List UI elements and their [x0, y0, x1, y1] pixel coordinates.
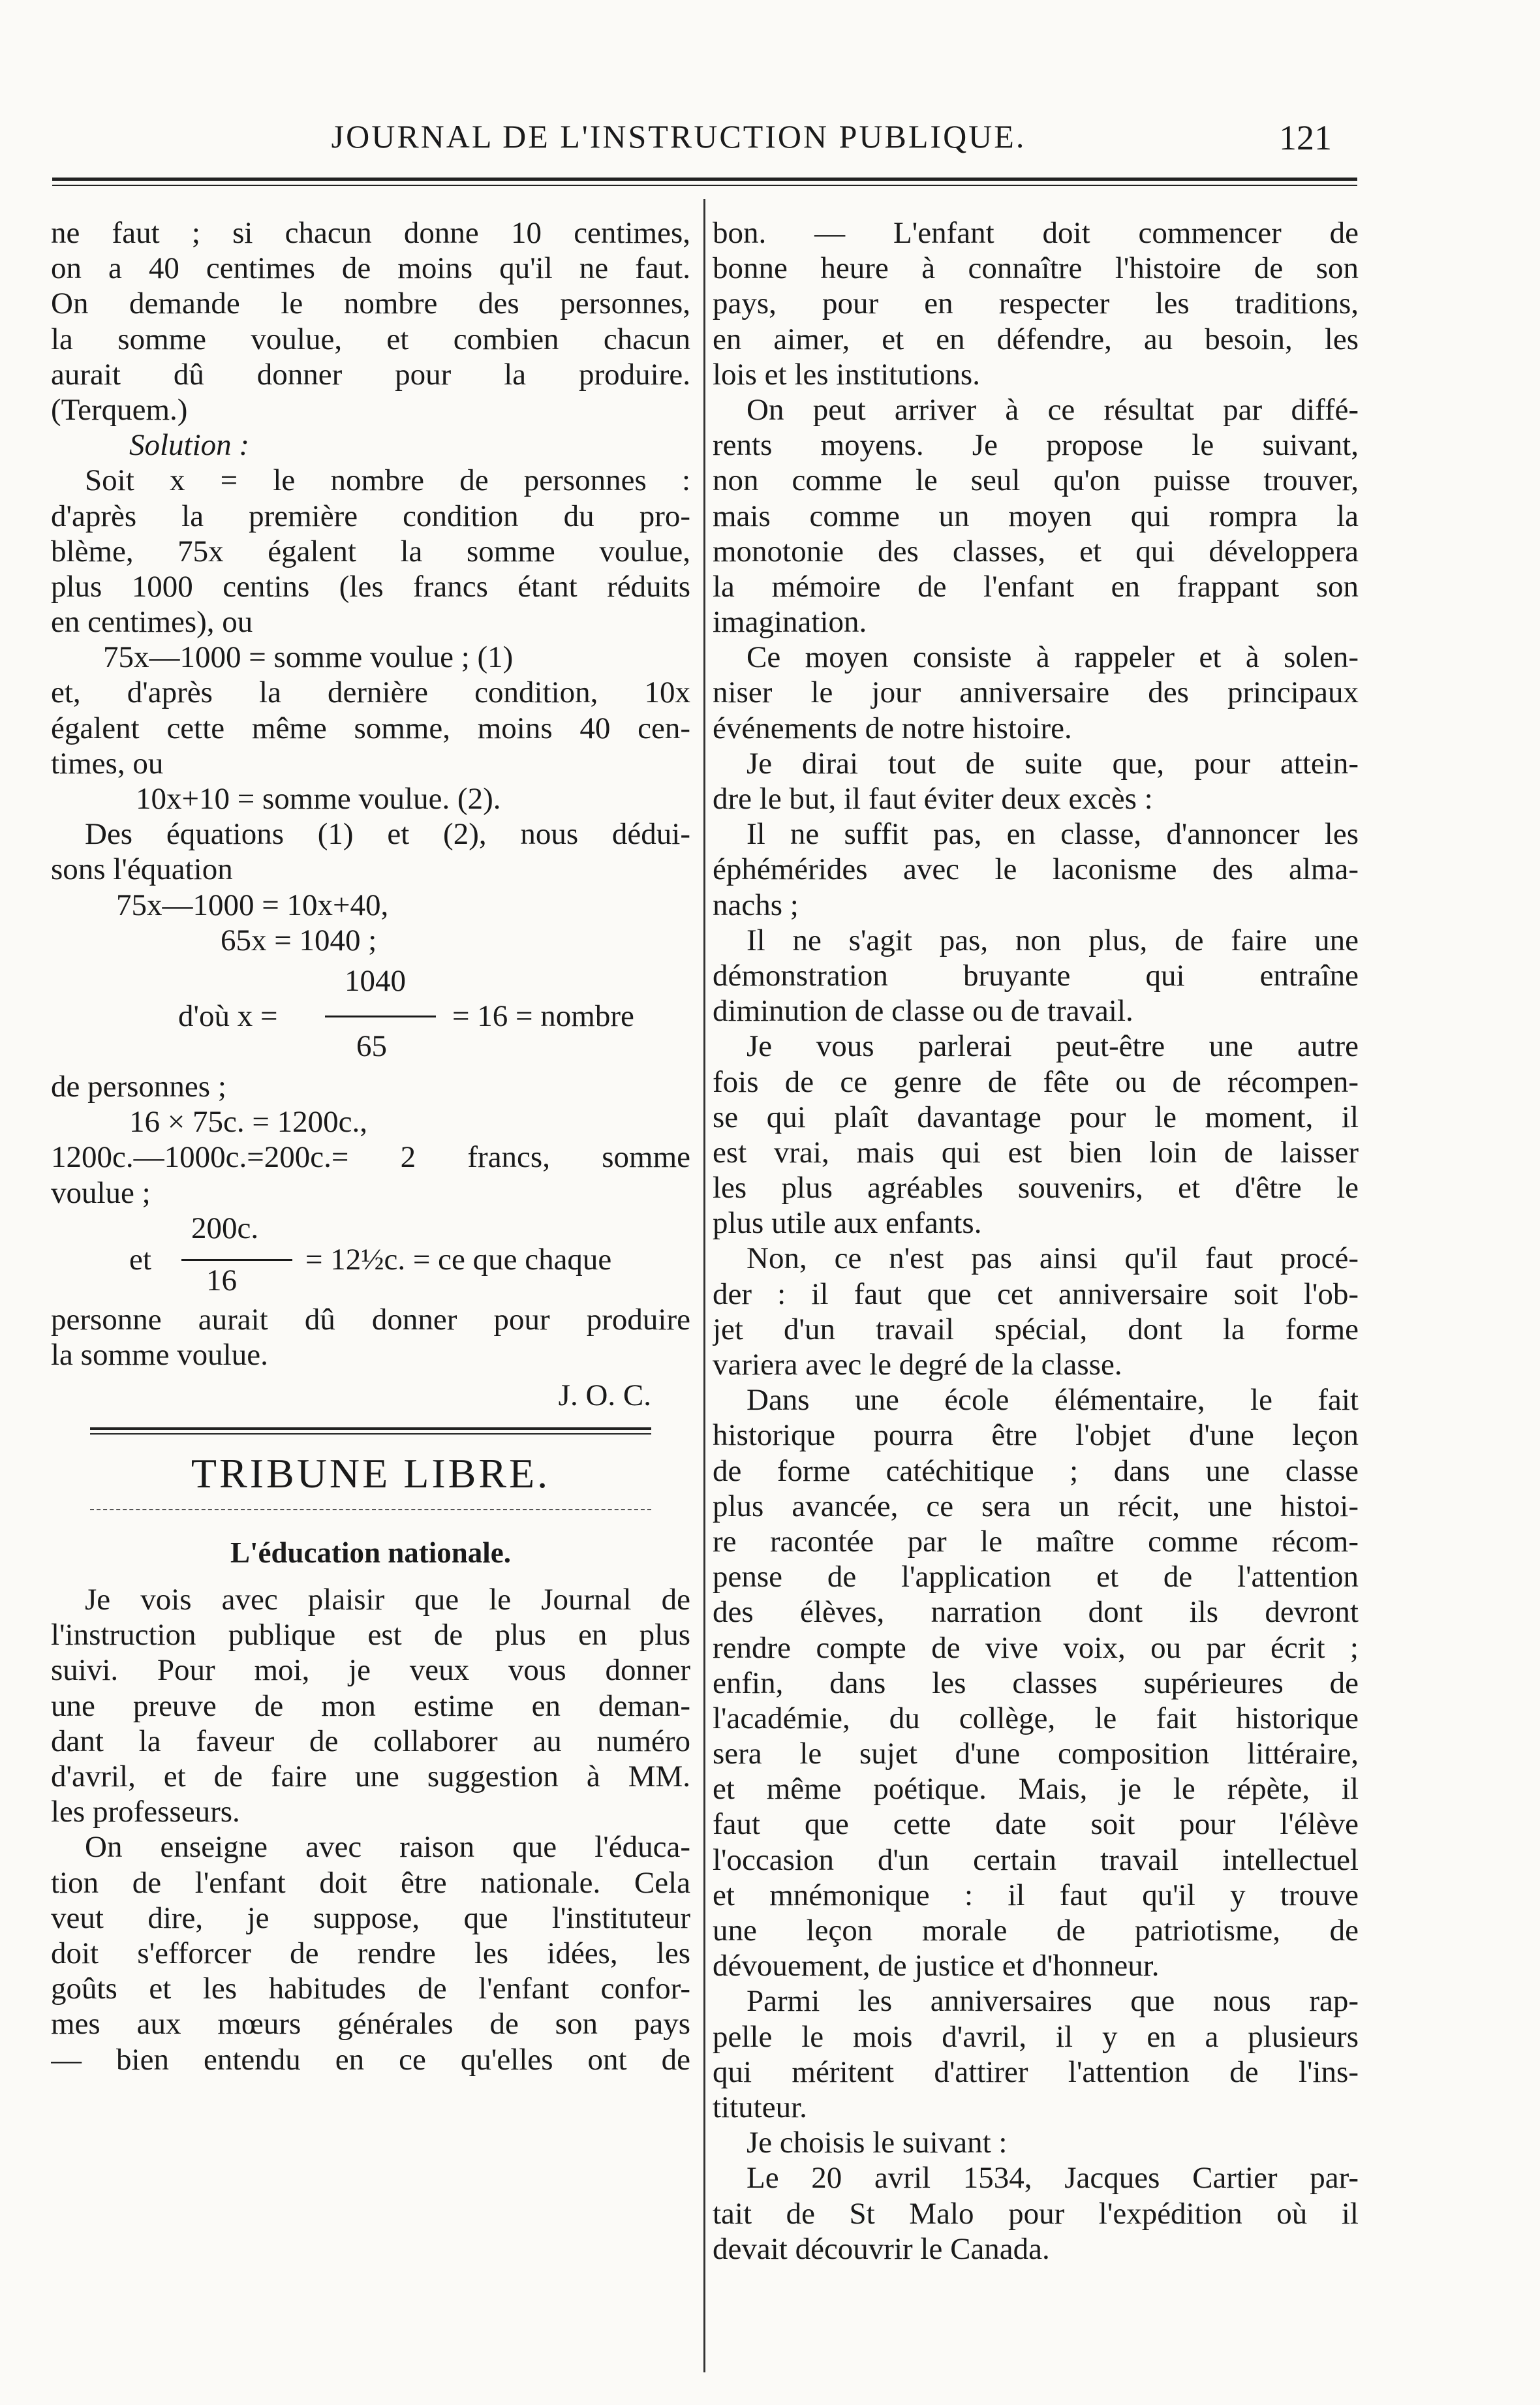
text-line: ne faut ; si chacun donne 10 centimes,: [51, 216, 690, 250]
text-line: Il ne suffit pas, en classe, d'annoncer les: [747, 817, 1359, 852]
text-line: démonstration bruyante qui entraîne: [713, 958, 1359, 993]
text-line: — bien entendu en ce qu'elles ont de: [51, 2042, 690, 2077]
calculation-2: 1200c.—1000c.=200c.= 2 francs, somme: [51, 1140, 690, 1175]
text-line: tion de l'enfant doit être nationale. Cela: [51, 1865, 690, 1900]
text-line: éphémérides avec le laconisme des alma-: [713, 852, 1359, 887]
text-line: (Terquem.): [51, 392, 188, 427]
text-line: l'académie, du collège, le fait historique: [713, 1701, 1359, 1735]
text-line: et, d'après la dernière condition, 10x: [51, 675, 690, 710]
solution-label: Solution :: [129, 428, 250, 463]
equation-1: 75x—1000 = somme voulue ; (1): [103, 640, 514, 675]
text-line: égalent cette même somme, moins 40 cen-: [51, 711, 690, 745]
text-line: Je vous parlerai peut-être une autre: [747, 1029, 1359, 1064]
text-line: on a 40 centimes de moins qu'il ne faut.: [51, 251, 690, 286]
text-line: On enseigne avec raison que l'éduca-: [85, 1830, 690, 1865]
fraction-bar: [325, 1016, 436, 1017]
text-line: doit s'efforcer de rendre les idées, les: [51, 1936, 690, 1970]
fraction-numerator: 1040: [345, 963, 406, 998]
text-line: Ce moyen consiste à rappeler et à solen-: [747, 640, 1359, 675]
text-line: les professeurs.: [51, 1795, 240, 1829]
calculation-3: voulue ;: [51, 1175, 151, 1210]
fraction-1: [51, 958, 690, 1069]
page-header: [0, 0, 1540, 196]
text-line: d'après la première condition du pro-: [51, 499, 690, 533]
section-separator: [90, 1427, 651, 1435]
text-line: mes aux mœurs générales de son pays: [51, 2007, 690, 2041]
text-line: mais comme un moyen qui rompra la: [713, 499, 1359, 533]
equation-2: 10x+10 = somme voulue. (2).: [136, 782, 501, 816]
text-line: une preuve de mon estime en deman-: [51, 1688, 690, 1723]
page-number: 121: [1279, 118, 1332, 157]
text-line: nachs ;: [713, 888, 799, 922]
text-line: bon. — L'enfant doit commencer de: [713, 216, 1359, 250]
right-column: [713, 215, 1359, 2267]
column-divider: [703, 199, 705, 2372]
text-line: pays, pour en respecter les traditions,: [713, 287, 1359, 321]
text-line: Soit x = le nombre de personnes :: [85, 463, 690, 498]
text-line: variera avec le degré de la classe.: [713, 1348, 1122, 1382]
text-line: tituteur.: [713, 2090, 807, 2124]
running-title: JOURNAL DE L'INSTRUCTION PUBLIQUE.: [331, 118, 1026, 155]
text-line: la somme voulue, et combien chacun: [51, 322, 690, 356]
text-line: en aimer, et en défendre, au besoin, les: [713, 322, 1359, 356]
text-line: d'avril, et de faire une suggestion à MM.: [51, 1760, 690, 1793]
text-line: Non, ce n'est pas ainsi qu'il faut procé-: [747, 1241, 1359, 1276]
text-line: On peut arriver à ce résultat par diffé-: [747, 392, 1359, 427]
text-line: Il ne s'agit pas, non plus, de faire une: [747, 923, 1359, 957]
text-line: dévouement, de justice et d'honneur.: [713, 1949, 1160, 1983]
text-line: dant la faveur de collaborer au numéro: [51, 1724, 690, 1758]
fraction-denominator: 65: [356, 1029, 387, 1063]
text-line: lois et les institutions.: [713, 357, 980, 392]
fraction-denominator: 16: [206, 1263, 237, 1297]
text-line: historique pourra être l'objet d'une leçon: [713, 1418, 1359, 1453]
section-title: TRIBUNE LIBRE.: [191, 1450, 551, 1497]
text-line: sera le sujet d'une composition littéraire,: [713, 1737, 1359, 1771]
text-line: fois de ce genre de fête ou de récompen-: [713, 1064, 1359, 1099]
text-line: se qui plaît davantage pour le moment, il: [713, 1100, 1359, 1134]
text-line: rents moyens. Je propose le suivant,: [713, 428, 1359, 463]
text-line: de personnes ;: [51, 1069, 226, 1104]
text-line: tait de St Malo pour l'expédition où il: [713, 2196, 1359, 2231]
signature: J. O. C.: [558, 1378, 651, 1413]
text-line: suivi. Pour moi, je veux vous donner: [51, 1653, 690, 1688]
article-title: L'éducation nationale.: [230, 1536, 512, 1570]
text-line: personne aurait dû donner pour produire: [51, 1302, 690, 1337]
text-line: de forme catéchitique ; dans une classe: [713, 1453, 1359, 1488]
text-line: plus 1000 centins (les francs étant réduits: [51, 569, 690, 604]
decorative-rule: [90, 1509, 651, 1510]
text-line: l'occasion d'un certain travail intellectuel: [713, 1842, 1359, 1877]
text-line: Je choisis le suivant :: [747, 2126, 1008, 2160]
text-line: re racontée par le maître comme récom-: [713, 1524, 1359, 1559]
text-line: non comme le seul qu'on puisse trouver,: [713, 463, 1359, 498]
fraction-suffix: = 16 = nombre: [452, 999, 634, 1033]
text-line: est vrai, mais qui est bien loin de laisser: [713, 1135, 1359, 1170]
fraction-suffix: = 12½c. = ce que chaque: [305, 1242, 612, 1277]
text-line: en centimes), ou: [51, 605, 253, 640]
text-line: Parmi les anniversaires que nous rap-: [747, 1984, 1359, 2019]
fraction-prefix: et: [129, 1242, 151, 1277]
text-line: On demande le nombre des personnes,: [51, 287, 690, 321]
text-line: bonne heure à connaître l'histoire de son: [713, 251, 1359, 286]
text-line: la mémoire de l'enfant en frappant son: [713, 569, 1359, 604]
text-line: times, ou: [51, 746, 164, 781]
text-line: diminution de classe ou de travail.: [713, 994, 1133, 1029]
text-line: Je vois avec plaisir que le Journal de: [85, 1583, 690, 1617]
text-line: imagination.: [713, 605, 867, 640]
text-line: aurait dû donner pour la produire.: [51, 357, 690, 392]
text-line: monotonie des classes, et qui développera: [713, 534, 1359, 568]
text-line: sons l'équation: [51, 852, 233, 887]
text-line: jet d'un travail spécial, dont la forme: [713, 1312, 1359, 1346]
text-line: niser le jour anniversaire des principaux: [713, 675, 1359, 710]
text-line: l'instruction publique est de plus en plus: [51, 1618, 690, 1652]
text-line: plus avancée, ce sera un récit, une histoi-: [713, 1489, 1359, 1523]
equation-3: 75x—1000 = 10x+40,: [116, 888, 389, 922]
text-line: blème, 75x égalent la somme voulue,: [51, 534, 690, 568]
fraction-2: [51, 1211, 690, 1297]
fraction-bar: [181, 1259, 292, 1261]
text-line: Des équations (1) et (2), nous dédui-: [85, 817, 690, 852]
text-line: Le 20 avril 1534, Jacques Cartier par-: [747, 2161, 1359, 2196]
text-line: les plus agréables souvenirs, et d'être le: [713, 1171, 1359, 1205]
text-line: veut dire, je suppose, que l'instituteur: [51, 1901, 690, 1935]
text-line: pense de l'application et de l'attention: [713, 1560, 1359, 1594]
text-line: faut que cette date soit pour l'élève: [713, 1807, 1359, 1842]
fraction-numerator: 200c.: [191, 1211, 259, 1245]
text-line: événements de notre histoire.: [713, 711, 1072, 745]
text-line: dre le but, il faut éviter deux excès :: [713, 782, 1153, 816]
text-line: pelle le mois d'avril, il y en a plusieurs: [713, 2019, 1359, 2054]
text-line: enfin, dans les classes supérieures de: [713, 1666, 1359, 1700]
fraction-prefix: d'où x =: [178, 999, 278, 1033]
header-rule: [52, 178, 1357, 186]
text-line: goûts et les habitudes de l'enfant confor-: [51, 1972, 690, 2006]
text-line: plus utile aux enfants.: [713, 1206, 982, 1241]
text-line: Je dirai tout de suite que, pour attein-: [747, 746, 1359, 781]
text-line: et même poétique. Mais, je le répète, il: [713, 1772, 1359, 1807]
text-line: Dans une école élémentaire, le fait: [747, 1383, 1359, 1418]
text-line: der : il faut que cet anniversaire soit l'ob-: [713, 1277, 1359, 1311]
text-line: rendre compte de vive voix, ou par écrit ;: [713, 1630, 1359, 1665]
left-column: [51, 215, 690, 2077]
calculation-1: 16 × 75c. = 1200c.,: [129, 1105, 367, 1140]
text-line: une leçon morale de patriotisme, de: [713, 1914, 1359, 1947]
equation-4: 65x = 1040 ;: [221, 923, 377, 957]
text-line: la somme voulue.: [51, 1337, 268, 1372]
text-line: et mnémonique : il faut qu'il y trouve: [713, 1878, 1359, 1912]
text-line: des élèves, narration dont ils devront: [713, 1595, 1359, 1630]
text-line: qui méritent d'attirer l'attention de l'ins-: [713, 2055, 1359, 2089]
text-line: devait découvrir le Canada.: [713, 2231, 1050, 2266]
